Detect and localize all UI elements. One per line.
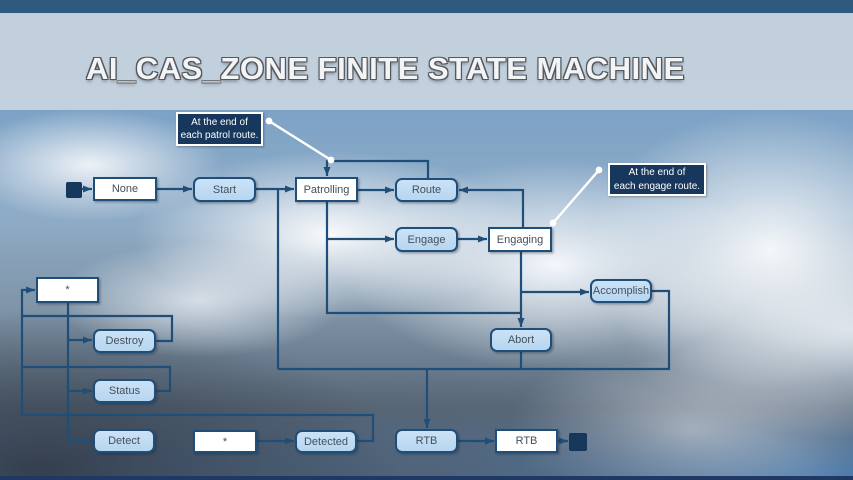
state-rtb-label: RTB bbox=[415, 435, 438, 447]
state-any-top bbox=[36, 277, 99, 303]
state-route-label: Route bbox=[411, 184, 442, 196]
callout-patrol-line1: At the end of bbox=[191, 116, 248, 128]
state-none-label: None bbox=[111, 183, 139, 195]
state-start bbox=[193, 177, 256, 202]
edge-route-patrolling-loop bbox=[327, 161, 428, 178]
state-abort bbox=[490, 328, 552, 352]
state-detected-label: Detected bbox=[303, 435, 349, 448]
state-destroy bbox=[93, 329, 156, 353]
state-any-bottom-label: * bbox=[222, 435, 228, 448]
state-any-top-label: * bbox=[65, 284, 70, 296]
state-engage-label: Engage bbox=[407, 233, 446, 246]
state-route bbox=[395, 178, 458, 202]
state-status-label: Status bbox=[108, 385, 141, 397]
state-detected bbox=[295, 430, 357, 453]
edge-any-detect bbox=[68, 303, 92, 441]
state-start-label: Start bbox=[212, 183, 237, 196]
edge-detected-return-any bbox=[22, 290, 373, 441]
initial-state-marker-icon bbox=[66, 182, 82, 198]
callout-engage bbox=[608, 163, 706, 196]
state-rtb-final-label: RTB bbox=[515, 435, 538, 447]
callout-engage-line2: each engage route. bbox=[613, 180, 701, 192]
state-none bbox=[93, 177, 157, 201]
final-state-marker-icon bbox=[569, 433, 587, 451]
state-any-bottom bbox=[193, 430, 257, 453]
state-patrolling bbox=[295, 177, 358, 202]
state-detect bbox=[93, 429, 155, 453]
callout-patrol-line2: each patrol route. bbox=[180, 130, 259, 141]
state-abort-label: Abort bbox=[507, 334, 535, 346]
state-engage bbox=[395, 227, 458, 252]
edge-engaging-route-loop bbox=[459, 190, 523, 227]
page-title: AI_CAS_ZONE FINITE STATE MACHINE bbox=[86, 51, 685, 86]
state-status bbox=[93, 379, 156, 403]
state-engaging bbox=[488, 227, 552, 252]
callout-engage-line1: At the end of bbox=[628, 167, 686, 178]
state-accomplish bbox=[590, 279, 652, 303]
state-engaging-label: Engaging bbox=[496, 233, 544, 246]
state-patrolling-label: Patrolling bbox=[303, 183, 350, 196]
state-accomplish-label: Accomplish bbox=[592, 285, 650, 297]
state-detect-label: Detect bbox=[108, 435, 140, 447]
state-destroy-label: Destroy bbox=[105, 335, 144, 347]
callout-patrol bbox=[176, 112, 263, 146]
state-rtb-final bbox=[495, 429, 558, 453]
state-rtb bbox=[395, 429, 458, 453]
edge-patrolling-down bbox=[327, 202, 521, 313]
